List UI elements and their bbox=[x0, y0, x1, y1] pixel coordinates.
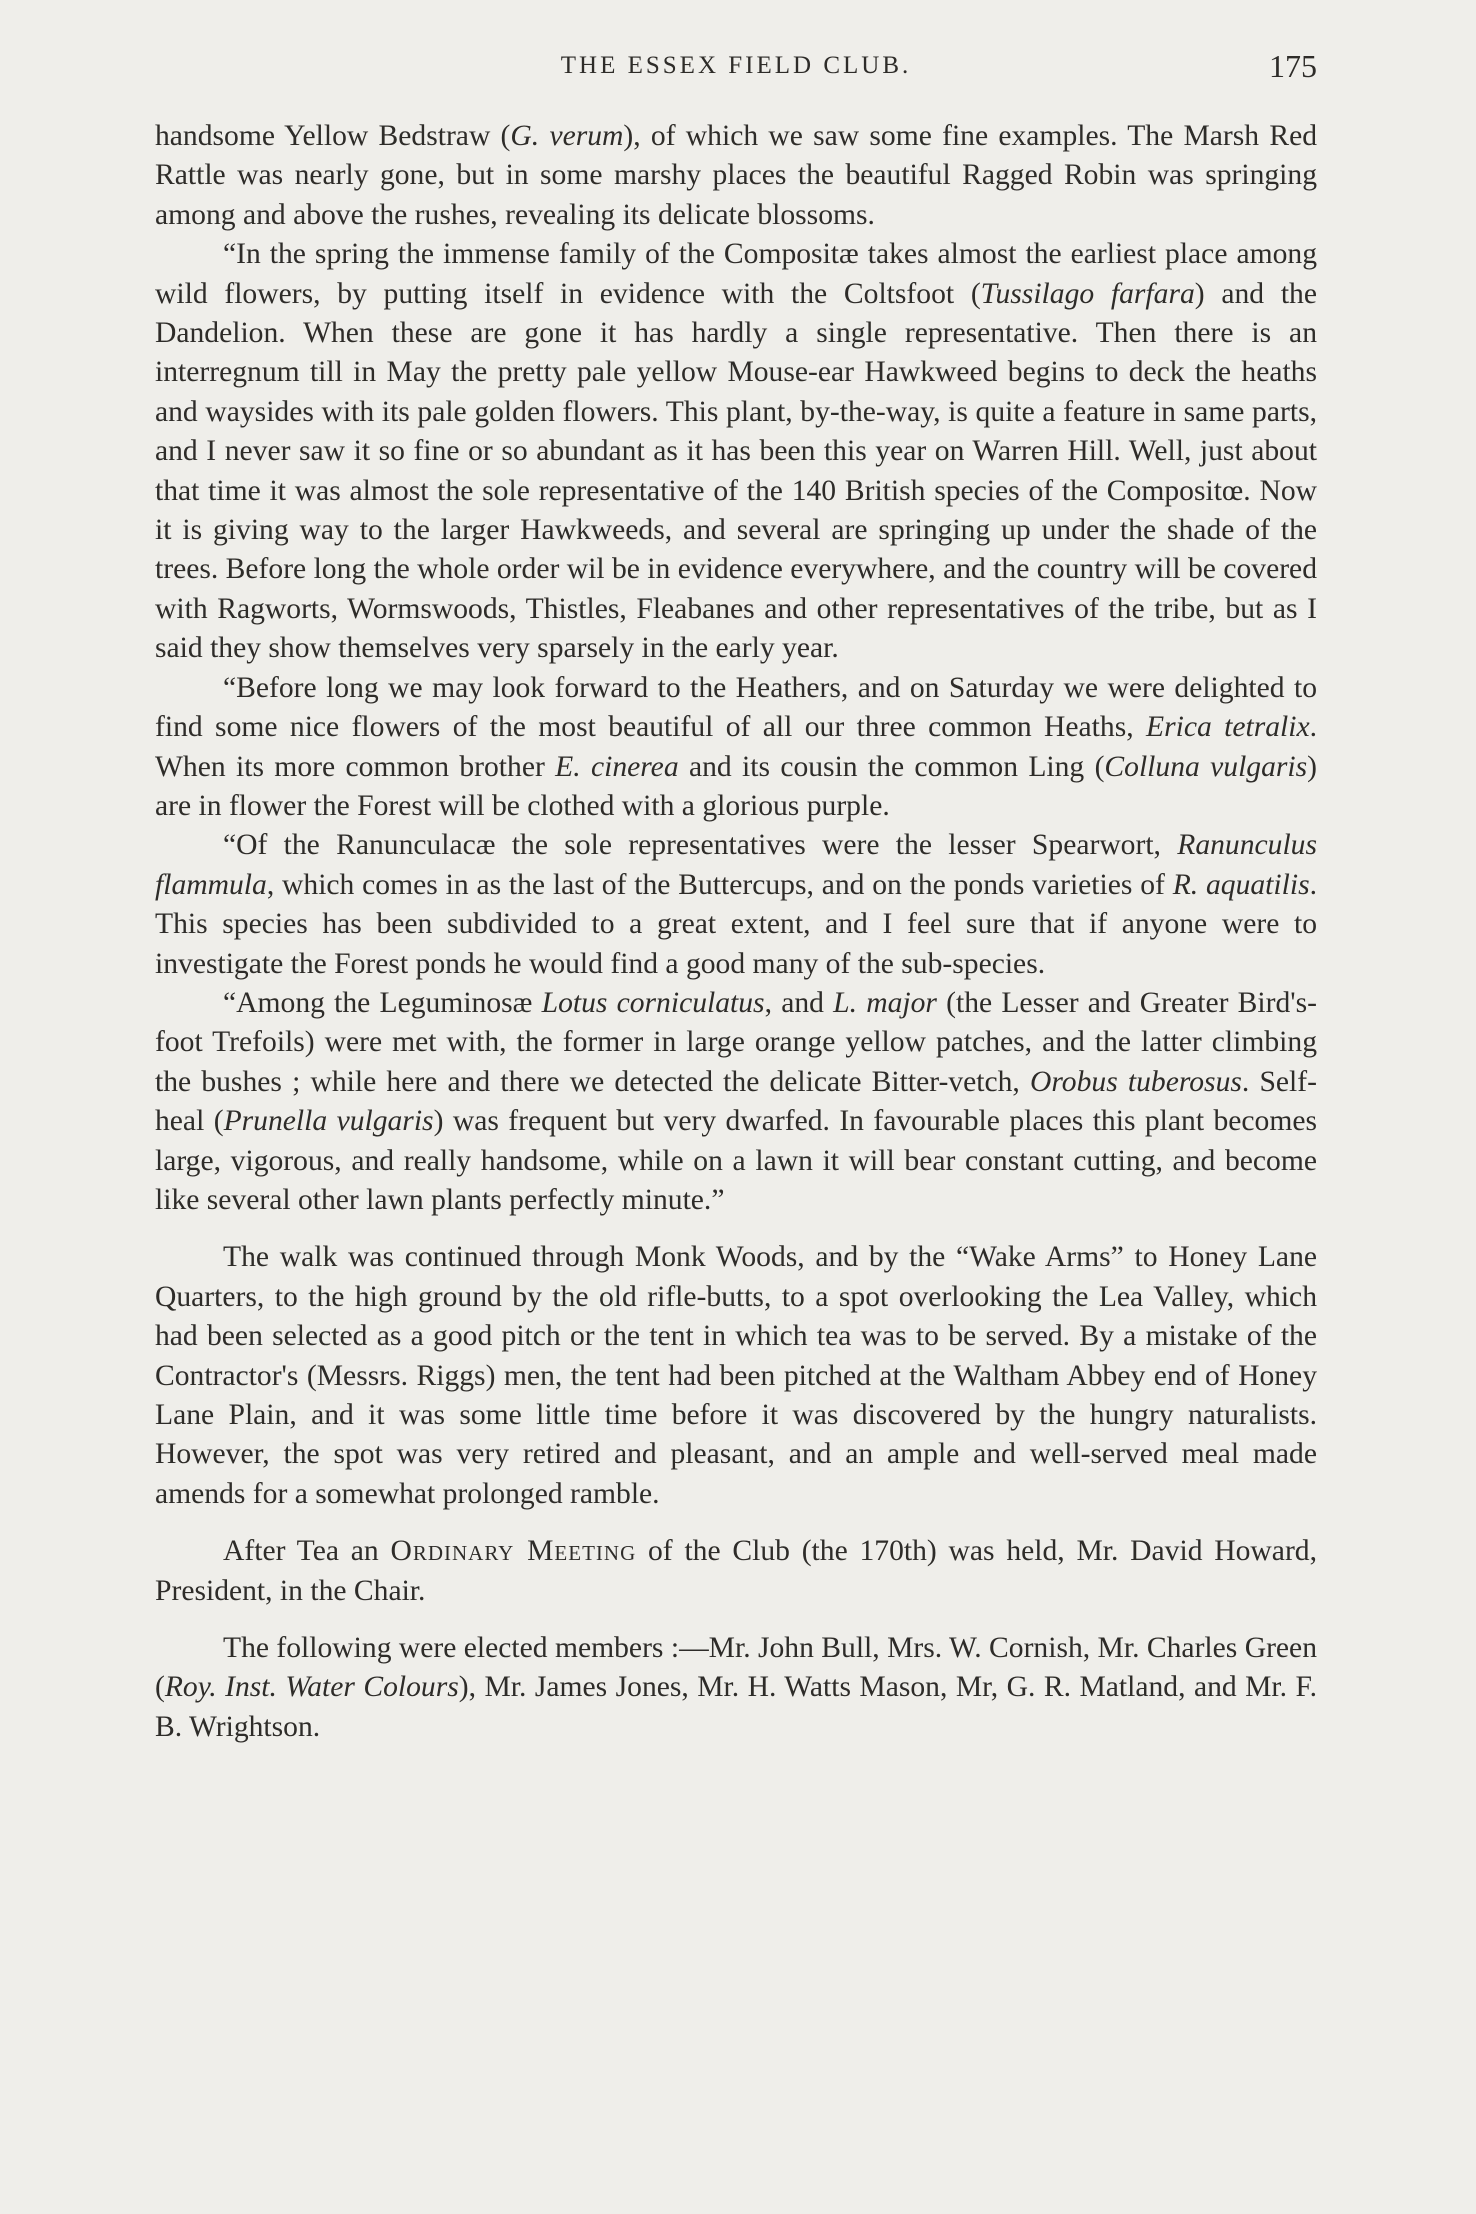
body-text bbox=[155, 117, 1317, 1747]
text-run: handsome Yellow Bedstraw ( bbox=[155, 120, 511, 152]
text-run: . When its more common brother bbox=[155, 711, 1318, 783]
italic-text-run: Roy. Inst. Water Colours bbox=[164, 1671, 459, 1704]
page-number: 175 bbox=[1269, 48, 1317, 84]
paragraph bbox=[155, 1532, 1317, 1611]
text-run: ), of which we saw some fine examples. The Marsh Red Rattle was nearly gone, but in some marshy places the beautiful Ragged Robin was springing among and above the rushes, revealing its delicate blossoms. bbox=[155, 120, 1318, 231]
italic-text-run: Colluna vulgaris bbox=[1104, 750, 1308, 783]
italic-text-run: L. major bbox=[833, 986, 937, 1019]
italic-text-run: Lotus corniculatus bbox=[541, 986, 765, 1019]
text-run: ), Mr. James Jones, Mr. H. Watts Mason, Mr, G. R. Matland, and Mr. F. B. Wrightson. bbox=[155, 1671, 1317, 1743]
text-run: “In the spring the immense family of the Compositæ takes almost the earliest place among wild flowers, by putting itself in evidence with the Coltsfoot ( bbox=[155, 238, 1317, 310]
text-run: of the Club (the 170th) was held, Mr. David Howard, President, in the Chair. bbox=[155, 1535, 1317, 1607]
text-run: and its cousin the common Ling ( bbox=[678, 750, 1105, 783]
italic-text-run: Tussilago farfara bbox=[980, 277, 1195, 310]
paragraph bbox=[155, 669, 1317, 827]
italic-text-run: Orobus tuberosus bbox=[1030, 1065, 1242, 1098]
paragraph bbox=[155, 1629, 1317, 1747]
text-run: , which comes in as the last of the Buttercups, and on the ponds varieties of bbox=[266, 868, 1173, 901]
italic-text-run: G. verum bbox=[510, 120, 624, 152]
text-run: “Among the Leguminosæ bbox=[223, 986, 542, 1019]
paragraph bbox=[155, 117, 1317, 235]
small-caps-text-run: Ordinary Meeting bbox=[390, 1535, 637, 1568]
paragraph bbox=[155, 235, 1317, 668]
text-run: (the Lesser and Greater Bird's-foot Trefoils) were met with, the former in large orange yellow patches, and the latter climbing the bushes ; while here and there we detected the delicate Bitter-vetch, bbox=[155, 986, 1317, 1098]
italic-text-run: R. aquatilis bbox=[1172, 868, 1310, 901]
text-run: “Of the Ranunculacæ the sole representatives were the lesser Spearwort, bbox=[223, 829, 1178, 862]
text-run: , and bbox=[764, 986, 834, 1019]
running-title: THE ESSEX FIELD CLUB. bbox=[560, 52, 912, 79]
text-run: . This species has been subdivided to a great extent, and I feel sure that if anyone were to investigate the Forest ponds he would find a good many of the sub-species. bbox=[155, 868, 1317, 980]
italic-text-run: Erica tetralix bbox=[1146, 711, 1310, 744]
paragraph bbox=[155, 1238, 1317, 1514]
text-run: “Before long we may look forward to the Heathers, and on Saturday we were delighted to find some nice flowers of the most beautiful of all our three common Heaths, bbox=[155, 671, 1317, 744]
italic-text-run: Ranunculus flammula bbox=[155, 829, 1317, 901]
text-run: ) was frequent but very dwarfed. In favourable places this plant becomes large, vigorous, and really handsome, while on a lawn it will bear constant cutting, and become like several other lawn plants perfectly minute.” bbox=[155, 1105, 1318, 1216]
italic-text-run: E. cinerea bbox=[555, 750, 679, 783]
paragraph bbox=[155, 826, 1317, 984]
text-run: ) are in flower the Forest will be clothed with a glorious purple. bbox=[155, 750, 1317, 822]
paragraph bbox=[155, 984, 1317, 1220]
text-run: . Self-heal ( bbox=[155, 1065, 1317, 1138]
text-run: ) and the Dandelion. When these are gone it has hardly a single representative. Then there is an interregnum till in May the pretty pale yellow Mouse-ear Hawkweed begins to deck the heaths and waysides with its pale golden flowers. This plant, by-the-way, is quite a feature in same parts, and I never saw it so fine or so abundant as it has been this year on Warren Hill. Well, just about that time it was almost the sole representative of the 140 British species of the Compositœ. Now it is giving way to the larger Hawkweeds, and several are springing up under the shade of the trees. Before long the whole order wil be in evidence everywhere, and the country will be covered with Ragworts, Wormswoods, Thistles, Fleabanes and other representatives of the tribe, but as I said they show themselves very sparsely in the early year. bbox=[155, 277, 1317, 665]
text-run: The walk was continued through Monk Woods, and by the “Wake Arms” to Honey Lane Quarters, to the high ground by the old rifle-butts, to a spot overlooking the Lea Valley, which had been selected as a good pitch or the tent in which tea was to be served. By a mistake of the Contractor's (Messrs. Riggs) men, the tent had been pitched at the Waltham Abbey end of Honey Lane Plain, and it was some little time before it was discovered by the hungry naturalists. However, the spot was very retired and pleasant, and an ample and well-served meal made amends for a somewhat prolonged ramble. bbox=[155, 1241, 1317, 1510]
italic-text-run: Prunella vulgaris bbox=[223, 1105, 434, 1138]
page-header bbox=[155, 48, 1317, 98]
text-run: The following were elected members :—Mr. John Bull, Mrs. W. Cornish, Mr. Charles Green ( bbox=[155, 1632, 1317, 1704]
text-run: After Tea an bbox=[223, 1535, 391, 1568]
